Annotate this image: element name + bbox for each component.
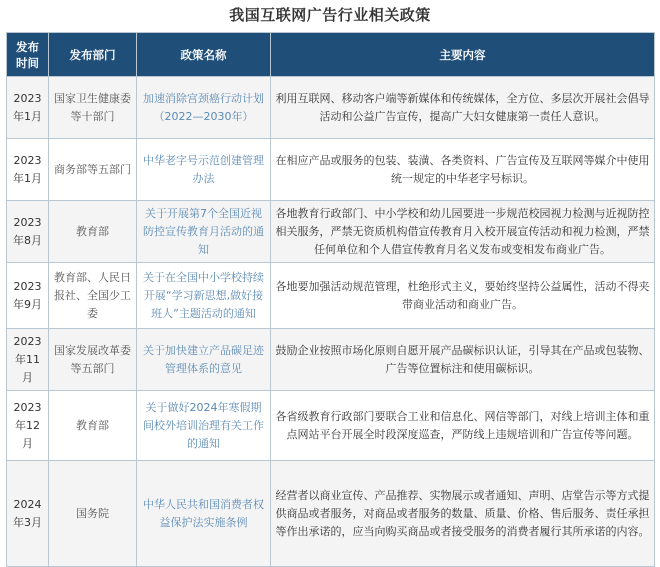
table-row	[7, 391, 655, 461]
cell-date: 2024年3月	[7, 461, 49, 567]
cell-dept: 商务部等五部门	[49, 139, 137, 201]
cell-date: 2023年1月	[7, 77, 49, 139]
header-dept: 发布部门	[49, 33, 137, 77]
cell-policy-name: 关于做好2024年寒假期间校外培训治理有关工作的通知	[137, 391, 271, 461]
cell-content: 鼓励企业按照市场化原则自愿开展产品碳标识认证，引导其在产品或包装物、广告等位置标注和使用碳标识。	[271, 329, 655, 391]
table-row	[7, 201, 655, 263]
cell-policy-name: 加速消除宫颈癌行动计划（2022—2030年）	[137, 77, 271, 139]
cell-policy-name: 关于在全国中小学校持续开展“学习新思想,做好接班人”主题活动的通知	[137, 263, 271, 329]
page-title: 我国互联网广告行业相关政策	[229, 6, 431, 24]
header-name: 政策名称	[137, 33, 271, 77]
cell-policy-name: 关于加快建立产品碳足迹管理体系的意见	[137, 329, 271, 391]
cell-dept: 教育部	[49, 391, 137, 461]
header-date: 发布时间	[7, 33, 49, 77]
cell-content: 各地要加强活动规范管理，杜绝形式主义，要始终坚持公益属性，活动不得夹带商业活动和商业广告。	[271, 263, 655, 329]
cell-policy-name: 中华人民共和国消费者权益保护法实施条例	[137, 461, 271, 567]
cell-content: 各省级教育行政部门要联合工业和信息化、网信等部门，对线上培训主体和重点网站平台开展全时段深度巡查，严防线上违规培训和广告宣传等问题。	[271, 391, 655, 461]
table-row	[7, 139, 655, 201]
cell-policy-name: 关于开展第7个全国近视防控宣传教育月活动的通知	[137, 201, 271, 263]
cell-dept: 教育部	[49, 201, 137, 263]
table-header-row	[7, 33, 655, 77]
cell-dept: 教育部、人民日报社、全国少工委	[49, 263, 137, 329]
cell-date: 2023年12月	[7, 391, 49, 461]
cell-date: 2023年9月	[7, 263, 49, 329]
policy-table	[6, 32, 655, 567]
cell-dept: 国务院	[49, 461, 137, 567]
cell-date: 2023年1月	[7, 139, 49, 201]
cell-content: 经营者以商业宣传、产品推荐、实物展示或者通知、声明、店堂告示等方式提供商品或者服务，对商品或者服务的数量、质量、价格、售后服务、责任承担等作出承诺的，应当向购买商品或者接受服务的消费者履行其所承诺的内容。	[271, 461, 655, 567]
table-row	[7, 461, 655, 567]
table-row	[7, 77, 655, 139]
cell-content: 各地教育行政部门、中小学校和幼儿园要进一步规范校园视力检测与近视防控相关服务，严禁无资质机构借宣传教育月入校开展宣传活动和视力检测，严禁任何单位和个人借宣传教育月名义发布或变相发布商业广告。	[271, 201, 655, 263]
table-row	[7, 263, 655, 329]
header-content: 主要内容	[271, 33, 655, 77]
cell-date: 2023年8月	[7, 201, 49, 263]
cell-content: 在相应产品或服务的包装、装潢、各类资料、广告宣传及互联网等媒介中使用统一规定的中华老字号标识。	[271, 139, 655, 201]
cell-content: 利用互联网、移动客户端等新媒体和传统媒体，全方位、多层次开展社会倡导活动和公益广告宣传，提高广大妇女健康第一责任人意识。	[271, 77, 655, 139]
table-row	[7, 329, 655, 391]
cell-date: 2023年11月	[7, 329, 49, 391]
cell-policy-name: 中华老字号示范创建管理办法	[137, 139, 271, 201]
cell-dept: 国家卫生健康委等十部门	[49, 77, 137, 139]
cell-dept: 国家发展改革委等五部门	[49, 329, 137, 391]
